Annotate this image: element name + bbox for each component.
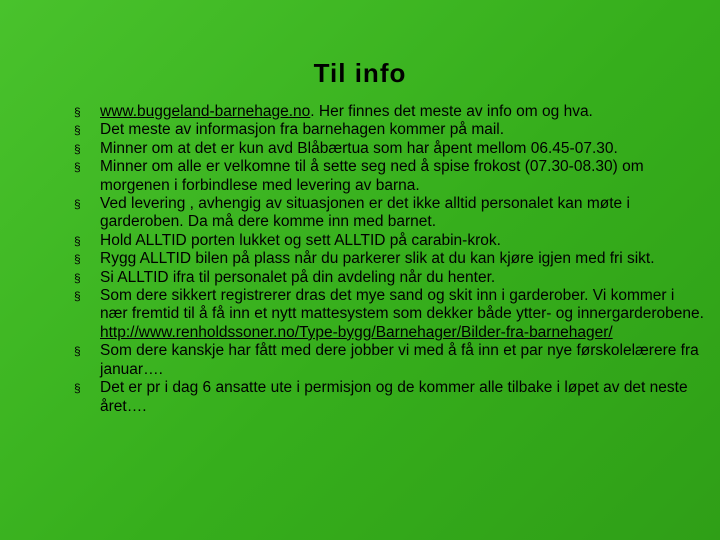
- bullet-item: [74, 379, 704, 416]
- bullet-item: [74, 140, 704, 158]
- bullet-text: Minner om alle er velkomne til å sette seg ned å spise frokost (07.30-08.30) om morgenen i forbindlese med levering av barna.: [100, 158, 644, 194]
- bullet-text: Si ALLTID ifra til personalet på din avdeling når du henter.: [100, 268, 496, 286]
- bullet-text: . Her finnes det meste av info om og hva.: [310, 103, 593, 120]
- bullet-marker-icon: §: [74, 344, 81, 359]
- bullet-item: [74, 287, 704, 342]
- bullet-text: Hold ALLTID porten lukket og sett ALLTID på carabin-krok.: [100, 231, 501, 249]
- slide-title: Til info: [313, 58, 407, 88]
- bullet-item: [74, 158, 704, 195]
- bullet-marker-icon: §: [74, 141, 81, 156]
- bullet-text: Det meste av informasjon fra barnehagen kommer på mail.: [100, 121, 505, 139]
- bullet-marker-icon: §: [74, 270, 81, 285]
- bullet-marker-icon: §: [74, 252, 81, 267]
- bullet-text: Som dere sikkert registrerer dras det mye sand og skit inn i garderober. Vi kommer i nær fremtid til å få inn et nytt mattesystem som dekker både ytter- og innergarderobene.: [100, 287, 704, 323]
- bullet-marker-icon: §: [74, 160, 81, 175]
- bullet-marker-icon: §: [74, 289, 81, 304]
- bullet-item: [74, 342, 704, 379]
- bullet-text: Minner om at det er kun avd Blåbærtua som har åpent mellom 06.45-07.30.: [100, 139, 618, 157]
- bullet-item: [74, 250, 704, 268]
- bullet-marker-icon: §: [74, 105, 81, 119]
- bullet-text: Som dere kanskje har fått med dere jobber vi med å få inn et par nye førskolelærere fra januar….: [100, 342, 699, 378]
- bullet-item: [74, 269, 704, 287]
- bullet-text: Rygg ALLTID bilen på plass når du parkerer slik at du kan kjøre igjen med fri sikt.: [100, 250, 655, 268]
- bullet-item: [74, 103, 704, 121]
- bullet-item: [74, 195, 704, 232]
- bullet-marker-icon: §: [74, 233, 81, 248]
- bullet-text: Det er pr i dag 6 ansatte ute i permisjon og de kommer alle tilbake i løpet av det neste året….: [100, 379, 688, 415]
- bullet-list: [74, 103, 704, 416]
- bullet-marker-icon: §: [74, 381, 81, 396]
- bullet-marker-icon: §: [74, 197, 81, 212]
- bullet-marker-icon: §: [74, 123, 81, 138]
- bullet-text: Ved levering , avhengig av situasjonen er det ikke alltid personalet kan møte i garderoben. Da må dere komme inn med barnet.: [100, 195, 630, 231]
- bullet-item: [74, 232, 704, 250]
- kindergarten-website-link[interactable]: www.buggeland-barnehage.no: [100, 103, 311, 120]
- bullet-item: [74, 121, 704, 139]
- renholdssoner-link[interactable]: http://www.renholdssoner.no/Type-bygg/Barnehager/Bilder-fra-barnehager/: [100, 323, 613, 341]
